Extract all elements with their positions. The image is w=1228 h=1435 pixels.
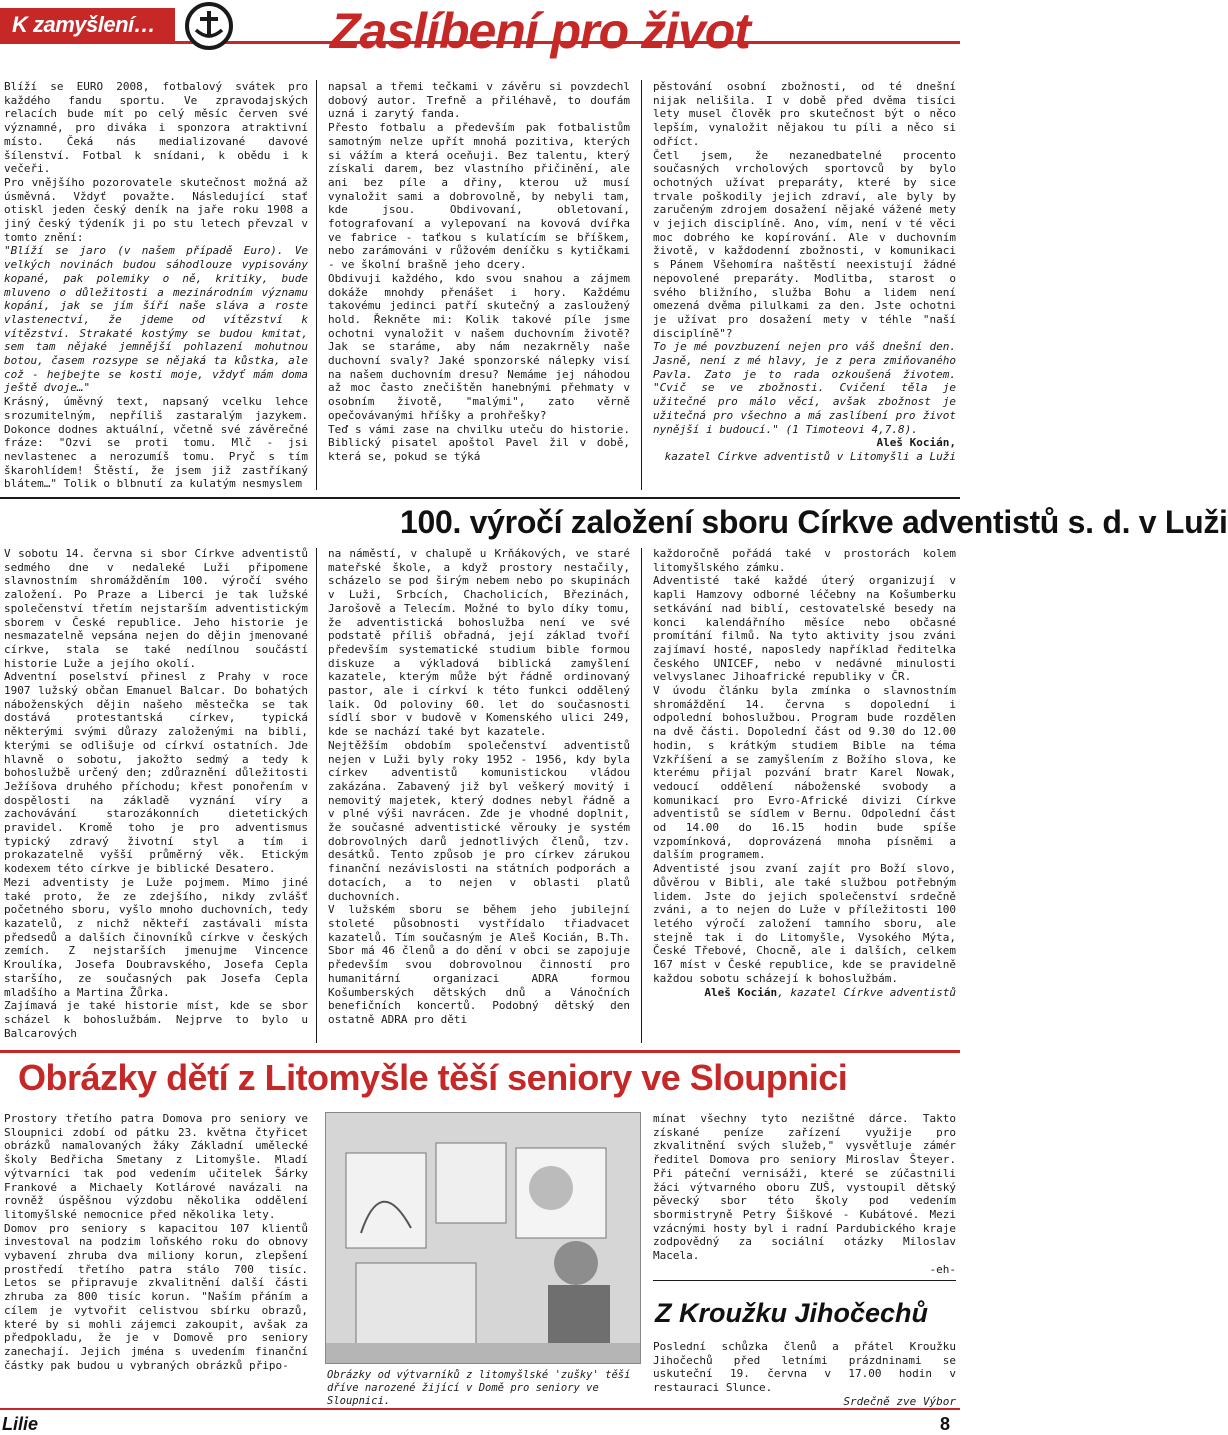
paragraph: V sobotu 14. června si sbor Církve adventistů sedmého dne v nedaleké Luži připomene slavnostním shromážděním 100. výročí svého založení. Po Praze a Liberci je tak lužské společenství třetím nejstarším adventistickým sborem v České republice. Jeho historie je nesmazatelně vepsána nejen do dějin jmenované církve, stala se také nedílnou součástí historie Luže a jejího okolí.	[4, 547, 308, 670]
article-title: Zaslíbení pro život	[330, 3, 750, 59]
paragraph: Četl jsem, že nezanedbatelné procento současných vrcholových sportovců by bylo ochotných užívat preparáty, které by sice trvale poškodily jejich zdraví, ale byly by zaručeným zdrojem dosažení nějaké vážené mety v jejich disciplíně. Ano, vím, není v té věci moc dobrého ke kopírování. Ale v duchovním životě, v každodenní zbožnosti, v komunikaci s Pánem Všehomíra naštěstí neexistují žádné nepovolené preparáty. Modlitba, starost o svého bližního, služba Bohu a lidem není omezená dvěma pilulkami za den. Jste ochotni je užívat pro dosažení mety v téhle "naší disciplíně"?	[653, 148, 956, 340]
paragraph: V lužském sboru se během jeho jubilejní stoleté působnosti vystřídalo třiadvacet kazatelů. Tím současným je Aleš Kocián, B.Th. Sbor má 46 členů a do dění v obci se zapojuje především svou dobrovolnou činností pro humanitární organizaci ADRA formou Košumberských dětských dnů a Vánočních benefičních koncertů. Podobný dětský den ostatně ADRA pro děti	[328, 903, 630, 1026]
paragraph: pěstování osobní zbožnosti, od té dnešní nijak nelišila. I v době před dvěma tisíci lety musel člověk pro skutečnost být o něco lepším, vynaložit nějakou tu píli a něco si odříct.	[653, 80, 956, 148]
paragraph: Krásný, úměvný text, napsaný vcelku lehce srozumitelným, nepříliš zastaralým jazykem. Dokonce dodnes aktuální, včetně své závěrečné fráze: "Ozvi se proti tomu. Mlč - jsi nevlastenec a nerozumíš tomu. Pryč s tím škarohlídem! Štěstí, že jsem již zastříkaný blátem…" Tolik o blbnutí za kulatým nesmyslem	[4, 395, 308, 491]
article1-col3	[653, 80, 956, 464]
article3-col1	[4, 1112, 308, 1372]
column-divider	[641, 548, 642, 1043]
section-label: K zamyšlení…	[12, 12, 156, 37]
article2-col2	[328, 547, 630, 1027]
page-number: 8	[940, 1414, 951, 1434]
author-signature: Srdečně zve Výbor	[843, 1394, 956, 1408]
article3-col3	[653, 1112, 956, 1276]
column-divider	[641, 80, 642, 490]
paragraph: Poslední schůzka členů a přátel Kroužku Jihočechů před letními prázdninami se uskuteční 19. června v 17.00 hodin v restauraci Slunce.	[653, 1340, 956, 1395]
paragraph: Mezi adventisty je Luže pojmem. Mimo jiné také proto, že ze zdejšího, nikdy zvlášť početného sboru, vyšlo mnoho duchovních, tedy kazatelů, z nichž někteří zastávali místa předsedů a dalších činovníků církve v českých zemích. Z nejstarších jmenujme Vincence Kroulíka, Josefa Doubravského, Josefa Cepla staršího, ze současných pak Josefa Cepla mladšího a Martina Žůrka.	[4, 875, 308, 999]
paragraph: Adventisté také každé úterý organizují v kapli Hamzovy odborné léčebny na Košumberku setkávání nad biblí, cestovatelské besedy na konci kalendářního měsíce nebo občasné promítání filmů. Na tyto aktivity jsou zváni zajímaví hosté, naposledy například ředitelka českého UNICEF, nebo v nedávné minulosti velvyslanec Jihoafrické republiky v ČR.	[653, 574, 956, 684]
paragraph: Zajímavá je také historie míst, kde se sbor scházel k bohoslužbám. Nejprve to bylo u Balcarových	[4, 999, 308, 1040]
author-name: Aleš Kocián	[704, 985, 778, 999]
paragraph: Prostory třetího patra Domova pro seniory ve Sloupnici zdobí od pátku 23. května čtyřicet obrázků namalovaných žáky Základní umělecké školy Bedřicha Smetany z Litomyšle. Mladí výtvarníci tak pod vedením učitelek Šárky Frankové a Michaely Kotlárové navázali na rovněž úspěšnou výzdobu několika oddělení litomyšlské nemocnice před několika lety.	[4, 1112, 308, 1221]
paragraph: mínat všechny tyto nezištné dárce. Takto získané peníze zařízení využije pro zkvalitnění svých služeb," vysvětluje zámér ředitel Domova pro seniory Miroslav Šteyer. Při páteční vernisáži, které se zúčastnili žáci výtvarného oboru ZUŠ, vystoupil dětský pěvecký sbor této školy pod vedením sbormistryně Petry Šiškové - Kubátové. Mezi vzácnými hosty byl i radní Pardubického kraje zodpovědný za sociální otázky Miloslav Macela.	[653, 1112, 956, 1263]
paragraph: Přesto fotbalu a především pak fotbalistům samotným nelze upřít mnohá pozitiva, kterých si vážím a která oceňuji. Bez talentu, který získali darem, bez vlastního přičinění, ale ani bez píle a dřiny, kterou už musí vynaložit sami a dobrovolně, by nebyli tam, kde jsou. Obdivovaní, obletovaní, fotografovaní a vylepovaní na kovová dvířka ve fabrice - taťkou s kulatícím se bříškem, nebo zarámováni v růžovém deníčku s kytičkami - ve školní brašně jeho dcery.	[328, 121, 630, 272]
paragraph: Domov pro seniory s kapacitou 107 klientů investoval na podzim loňského roku do obnovy vybavení zhruba dva miliony korun, zlepšení prostředí třetího patra stálo 700 tisíc. Letos se připravuje zkvalitnění další části zhruba za 800 tisíc korun. "Naším přáním a cílem je vytvořit celistvou sbírku obrazů, které by si mohli zájemci zakoupit, avšak za předpokladu, že je v Domově pro seniory zanechají. Jejich jména s uvedením finanční částky pak budou u vybraných obrázků připo-	[4, 1221, 308, 1372]
section-tab	[0, 8, 175, 44]
paragraph: V úvodu článku byla zmínka o slavnostním shromáždění 14. června s dopolední i odpolední bohoslužbou. Program bude rozdělen na dvě části. Dopolední část od 9.30 do 12.00 hodin, s krátkým studiem Bible na téma Vzkříšení a se zamyšlením z Božího slova, ke kterému přijal pozvání bratr Karel Nowak, vedoucí oddělení náboženské svobody a komunikací pro Evro-Africké divizi Církve adventistů se sídlem v Bernu. Odpolední část od 14.00 do 16.15 hodin bude spíše vzpomínková, doprovázená mnoha písněmi a dalším programem.	[653, 684, 956, 862]
paragraph: napsal a třemi tečkami v závěru si povzdechl dobový autor. Trefně a přiléhavě, to doufám uzná i zarytý fanda.	[328, 80, 630, 121]
article1-col1	[4, 80, 308, 491]
author-signature	[653, 986, 956, 1000]
article3-title: Obrázky dětí z Litomyšle těší seniory ve Sloupnici	[18, 1057, 848, 1098]
section-rule	[0, 497, 960, 499]
photo-illustration	[326, 1113, 640, 1363]
paragraph: Adventní poselství přinesl z Prahy v roce 1907 lužský občan Emanuel Balcar. Do bohatých náboženských dějin našeho městečka se tak dostává protestantská církev, typická některými svými důrazy založenými na bibli, kterými se odlišuje od církví ostatních. Jde hlavně o sobotu, jakožto sedmý a tedy k bohoslužbě určený den; zdůraznění důležitosti Ježíšova druhého příchodu; křest ponořením v dospělosti na základě vyznání víry a zachovávání starozákonních dietetických pravidel. Kromě toho je pro adventismus typický zdravý životní styl a tím i prokazatelně vyšší průměrný věk. Etickým kodexem této církve je biblické Desatero.	[4, 670, 308, 876]
paragraph: Blíží se EURO 2008, fotbalový svátek pro každého fandu sportu. Ve zpravodajských relacích bude mít po celý měsíc červen své významné, pro diváka i sponzora atraktivní místo. Čeká nás medializované davové šílenství. Fotbal k snídani, k obědu i k večeři.	[4, 80, 308, 176]
article2-title: 100. výročí založení sboru Církve adventistů s. d. v Luži	[400, 504, 1228, 540]
church-logo-icon	[185, 2, 233, 50]
paragraph: Teď s vámi zase na chvilku uteču do historie. Biblický pisatel apoštol Pavel žil v době, která se, pokud se týká	[328, 422, 630, 463]
paragraph: Pro vnějšího pozorovatele skutečnost možná až úsměvná. Vždyť považte. Následující stať otiskl jeden český deník na jaře roku 1908 a jiný český týdeník ji po stu letech převzal v tomto znění:	[4, 175, 308, 244]
author-signature: -eh-	[929, 1262, 956, 1276]
photo-caption: Obrázky od výtvarníků z litomyšlské 'zušky' těší dříve narozené žijící v Domě pro seniory ve Sloupnici.	[327, 1369, 631, 1407]
article1-col2	[328, 80, 630, 464]
article-photo	[325, 1112, 641, 1364]
column-divider	[316, 80, 317, 490]
article4-body	[653, 1340, 956, 1409]
paragraph: Nejtěžším obdobím společenství adventistů nejen v Luži byly roky 1952 - 1956, kdy byla církev adventistů komunistickou vládou zakázána. Zabavený již byl veškerý movitý i nemovitý majetek, který dodnes nebyl řádně a v plné výši navrácen. Zde je vhodné doplnit, že současné adventistické věrouky je systém dobrovolných darů jednotlivých členů, tzv. desátků. Tento způsob je pro církev zárukou finanční nezávislosti na státních podporách a dotacích, a to nejen v oblasti platů duchovních.	[328, 738, 630, 903]
author-role: , kazatel Církve adventistů	[777, 985, 956, 999]
section-rule	[0, 1050, 960, 1053]
article2-col3	[653, 547, 956, 999]
article2-col1	[4, 547, 308, 1040]
paragraph: každoročně pořádá také v prostorách kolem litomyšlského zámku.	[653, 547, 956, 574]
paragraph: Adventisté jsou zvaní zajít pro Boží slovo, důvěrou v Bibli, ale také službou potřebným lidem. Jste do jejich společenství srdečně zváni, a to nejen do Luže v příležitosti 100 letého výročí založení tamního sboru, ale stejně tak i do Litomyšle, Vysokého Mýta, České Třebové, Chocně, ale i dalších, celkem 167 míst v České republice, kde se pravidelně každou sobotu scházejí k bohoslužbám.	[653, 862, 956, 985]
column-divider	[316, 548, 317, 1043]
paragraph: na náměstí, v chalupě u Krňákových, ve staré mateřské škole, a když prostory nestačily, scházelo se pod širým nebem nebo po skupinách v Luži, Srbcích, Chacholicích, Březinách, Jarošově a Telecím. Možné to bylo díky tomu, že adventistická bohoslužba není ve své podstatě příliš obřadná, její základ tvoří především systematické studium bible formou diskuze a výkladová biblická zamyšlení kazatele, kterým může být řádně ordinovaný pastor, ale i církví k této funkci oddělený laik. Od poloviny 60. let do současnosti sídlí sbor v budově v Komenského ulici 249, kde se nachází také byt kazatele.	[328, 547, 630, 739]
paragraph: Obdivuji každého, kdo svou snahou a zájmem dokáže mnohdy přenášet i hory. Každému takovému jedinci patří skutečný a zasloužený hold. Řekněte mi: Kolik takové píle jsme ochotni vynaložit v našem duchovním životě? Jak se staráme, aby nám nezakrněly naše duchovní svaly? Jaké sponzorské nálepky visí na našem duchovním dresu? Nemáme jej náhodou až moc často znečištěn hanebnými přehmaty v osobním životě, "malými", zato věrně opečovávanými hříšky a prohřešky?	[328, 271, 630, 422]
quote-paragraph: "Blíží se jaro (v našem případě Euro). Ve velkých novinách budou sáhodlouze vypisovány kopané, pak polemiky o ně, kritiky, bude mluveno o důležitosti a mezinárodním významu kopání, jak se jím šíří naše sláva a roste vlastenectví, že jdeme od vítězství k vítězství. Strakaté kostýmy se budou kmitat, sem tam nějaké jemnější pohlazení mohutnou botou, časem rozsype se nějaká ta kůstka, ale což - hejbejte se kosti moje, vždyť mám doma ještě dvoje…"	[4, 244, 308, 395]
article4-title: Z Kroužku Jihočechů	[655, 1298, 929, 1328]
logo-mark	[189, 6, 229, 46]
publication-name: Lilie	[2, 1414, 39, 1434]
section-rule	[653, 1280, 956, 1281]
author-role: kazatel Církve adventistů v Litomyšli a Luži	[664, 449, 956, 463]
author-name: Aleš Kocián,	[876, 436, 956, 450]
footer-rule	[0, 1408, 960, 1410]
paragraph: To je mé povzbuzení nejen pro váš dnešní den. Jasně, není z mé hlavy, je z pera zmiňovaného Pavla. Zato je to rada ozkoušená životem. "Cvič se ve zbožnosti. Cvičení těla je užitečné pro málo věcí, avšak zbožnost je užitečná pro všechno a má zaslíbení pro život nynější i budoucí." (1 Timoteovi 4,7.8).	[653, 340, 956, 436]
